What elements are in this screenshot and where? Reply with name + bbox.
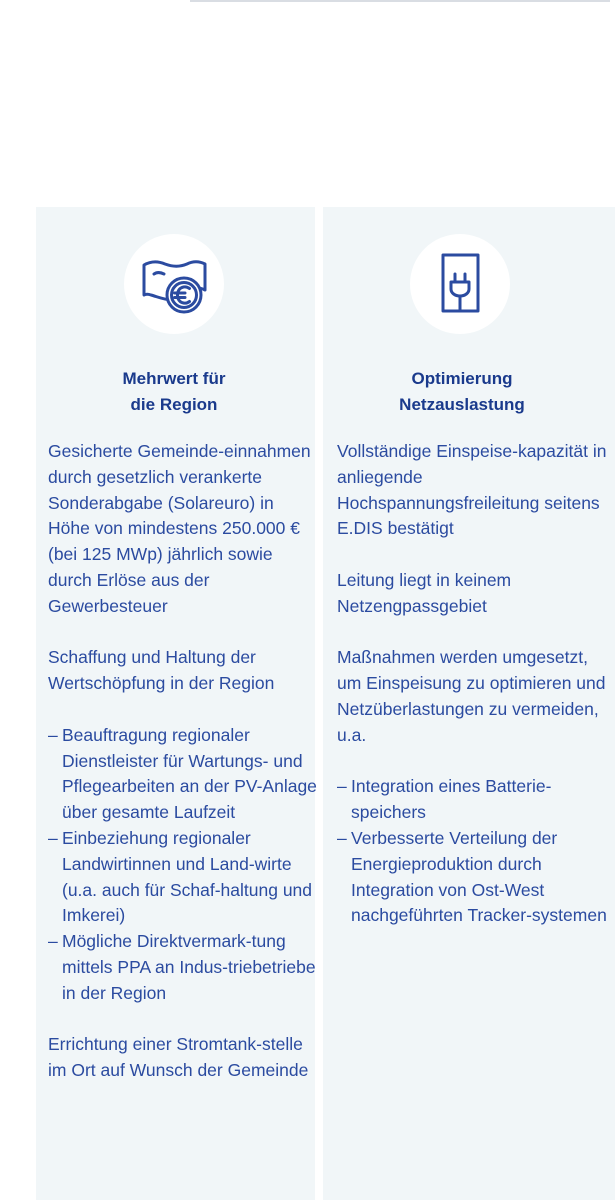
- left-bullet-list: [48, 723, 318, 1007]
- list-item: – Beauftragung regionaler Dienstleister für Wartungs- und Pflegearbeiten an der PV-Anlage über gesamte Laufzeit: [48, 723, 318, 826]
- left-column-body: [48, 439, 318, 1110]
- list-item: – Einbeziehung regionaler Landwirtinnen und Land-wirte (u.a. auch für Schaf-haltung und Imkerei): [48, 826, 318, 929]
- power-plug-icon: [410, 234, 510, 334]
- top-edge-line: [190, 0, 610, 2]
- right-column-body: [337, 439, 607, 955]
- left-title-line1: Mehrwert für: [122, 369, 226, 388]
- right-paragraph: Maßnahmen werden umgesetzt, um Einspeisung zu optimieren und Netzüberlastungen zu vermeiden, u.a.: [337, 647, 606, 745]
- left-column-title: [44, 366, 304, 418]
- right-title-line2: Netzauslastung: [399, 395, 525, 414]
- left-paragraph: Schaffung und Haltung der Wertschöpfung in der Region: [48, 647, 275, 694]
- right-bullet-list: [337, 774, 607, 929]
- left-paragraph: Gesicherte Gemeinde-einnahmen durch gesetzlich verankerte Sonderabgabe (Solareuro) in Höhe von mindestens 250.000 € (bei 125 MWp) jährlich sowie durch Erlöse aus der Gewerbesteuer: [48, 441, 311, 616]
- right-paragraph: Leitung liegt in keinem Netzengpassgebiet: [337, 569, 512, 616]
- left-closing-paragraph: Errichtung einer Stromtank-stelle im Ort auf Wunsch der Gemeinde: [48, 1034, 309, 1081]
- list-item: – Integration eines Batterie-speichers: [337, 774, 607, 826]
- right-paragraph: Vollständige Einspeise-kapazität in anliegende Hochspannungsfreileitung seitens E.DIS bestätigt: [337, 441, 607, 539]
- right-column-title: [332, 366, 592, 418]
- right-title-line1: Optimierung: [411, 369, 513, 388]
- money-euro-icon: [124, 234, 224, 334]
- list-item: – Mögliche Direktvermark-tung mittels PPA an Indus-triebetriebe in der Region: [48, 929, 318, 1006]
- left-title-line2: die Region: [130, 395, 218, 414]
- list-item: – Verbesserte Verteilung der Energieproduktion durch Integration von Ost-West nachgeführten Tracker-systemen: [337, 826, 607, 929]
